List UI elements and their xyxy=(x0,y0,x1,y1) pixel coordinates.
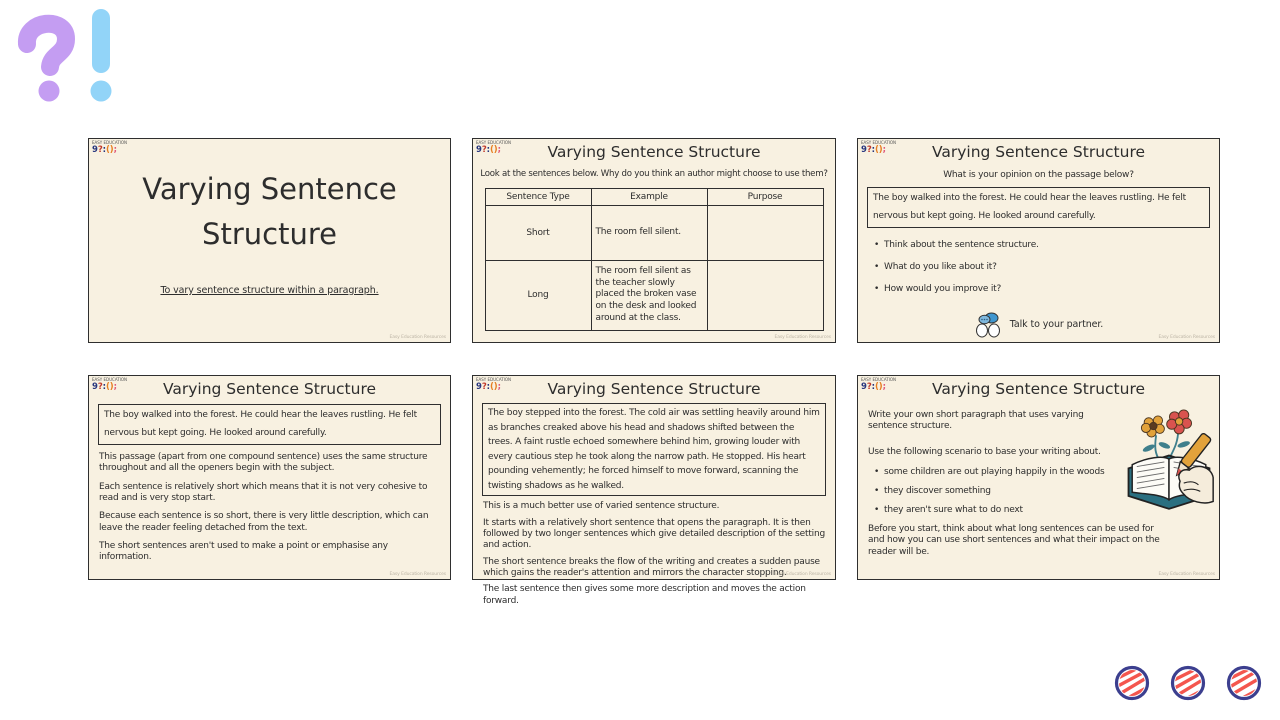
watermark: Easy Education Resources xyxy=(1158,572,1215,577)
watermark: Easy Education Resources xyxy=(389,572,446,577)
bullet-item: • they discover something xyxy=(874,486,1119,496)
table-header-row xyxy=(485,188,823,205)
prompt-text: What is your opinion on the passage below? xyxy=(943,170,1134,180)
cell-purpose xyxy=(707,205,823,260)
bullet-item: • What do you like about it? xyxy=(874,262,1219,272)
easy-education-logo xyxy=(861,141,896,155)
brand-punctuation-icon: 9?:(); xyxy=(476,145,501,155)
closing-instruction: Before you start, think about what long sentences can be used for and how you can use short sentences and what their impact on the reader will be. xyxy=(868,523,1160,557)
brand-punctuation-icon: 9?:(); xyxy=(861,382,886,392)
analysis-paragraph: This is a much better use of varied sentence structure. xyxy=(483,501,720,512)
easy-education-logo xyxy=(92,141,127,155)
analysis-paragraph: The short sentences aren't used to make a point or emphasise any information. xyxy=(99,541,388,563)
cell-type: Short xyxy=(485,205,591,260)
passage-box: The boy walked into the forest. He could hear the leaves rustling. He felt nervous but kept going. He looked around carefully. xyxy=(867,187,1210,228)
header-sentence-type: Sentence Type xyxy=(485,188,591,205)
brand-punctuation-icon: 9?:(); xyxy=(92,145,117,155)
talk-partners-icon xyxy=(974,312,1006,337)
slide-grid xyxy=(88,138,1220,606)
learning-objective: To vary sentence structure within a paragraph. xyxy=(160,284,379,296)
brand-name: EASY EDUCATION xyxy=(861,377,897,382)
brand-punctuation-icon: 9?:(); xyxy=(476,382,501,392)
slide-title: Varying Sentence Structure xyxy=(931,380,1146,398)
watermark: Easy Education Resources xyxy=(774,335,831,340)
deck-title: Varying Sentence Structure xyxy=(142,172,397,251)
slide-5-improved-passage[interactable] xyxy=(472,375,836,606)
watermark: Easy Education Resources xyxy=(1158,335,1215,340)
analysis-paragraph: The short sentence breaks the flow of the writing and creates a sudden pause which gains the reader's attention and mirrors the character stopping. xyxy=(483,556,820,579)
brand-name: EASY EDUCATION xyxy=(92,140,128,145)
question-exclamation-logo xyxy=(12,6,120,112)
slide-4-critique[interactable] xyxy=(88,375,451,580)
scenario-instruction: Use the following scenario to base your writing about. xyxy=(868,446,1101,457)
discussion-bullets xyxy=(874,240,1219,294)
question-mark-icon xyxy=(12,6,120,108)
cell-example: The room fell silent as the teacher slowly placed the broken vase on the desk and looked around at the class. xyxy=(591,260,707,330)
talk-partner-label: Talk to your partner. xyxy=(1009,319,1104,330)
brand-punctuation-icon: 9?:(); xyxy=(861,145,886,155)
bullet-item: • How would you improve it? xyxy=(874,284,1219,294)
intro-text: Look at the sentences below. Why do you think an author might choose to use them? xyxy=(480,169,828,179)
table-row xyxy=(485,205,823,260)
bullet-item: • some children are out playing happily in the woods xyxy=(874,467,1119,477)
passage-box: The boy walked into the forest. He could hear the leaves rustling. He felt nervous but kept going. He looked around carefully. xyxy=(98,404,441,445)
sentence-type-table xyxy=(485,188,824,331)
easy-education-logo xyxy=(861,378,896,392)
red-scribble-dot-icon xyxy=(1170,665,1206,701)
analysis-paragraph: This passage (apart from one compound sentence) uses the same structure throughout and all the openers begin with the subject. xyxy=(99,452,428,474)
bullet-item: • they aren't sure what to do next xyxy=(874,505,1119,515)
cell-example: The room fell silent. xyxy=(591,205,707,260)
scribble-dots xyxy=(1114,665,1262,701)
passage-box: The boy stepped into the forest. The cold air was settling heavily around him as branches creaked above his head and shadows shifted between the trees. A faint rustle echoed somewhere behind him, growing louder with every cautious step he took along the narrow path. He stopped. His heart pounding vehemently; he forced himself to move forward, scanning the twisting shadows as he walked. xyxy=(482,403,826,496)
easy-education-logo xyxy=(476,141,511,155)
talk-partner-row xyxy=(858,312,1219,337)
brand-name: EASY EDUCATION xyxy=(861,140,897,145)
slide-title: Varying Sentence Structure xyxy=(547,380,761,398)
easy-education-logo xyxy=(92,378,127,392)
table-row xyxy=(485,260,823,330)
bullet-item: • Think about the sentence structure. xyxy=(874,240,1219,250)
cell-type: Long xyxy=(485,260,591,330)
header-purpose: Purpose xyxy=(707,188,823,205)
analysis-paragraph: The last sentence then gives some more description and moves the action forward. xyxy=(483,584,806,606)
brand-name: EASY EDUCATION xyxy=(476,140,512,145)
brand-name: EASY EDUCATION xyxy=(92,377,128,382)
slide-3-opinion[interactable] xyxy=(857,138,1220,343)
red-scribble-dot-icon xyxy=(1114,665,1150,701)
slide-6-writing-task[interactable] xyxy=(857,375,1220,580)
scenario-bullets xyxy=(874,467,1119,515)
slide-2-sentence-table[interactable] xyxy=(472,138,836,343)
slide-1-title[interactable] xyxy=(88,138,451,343)
cell-purpose xyxy=(707,260,823,330)
header-example: Example xyxy=(591,188,707,205)
slide-title: Varying Sentence Structure xyxy=(162,380,377,398)
brand-name: EASY EDUCATION xyxy=(476,377,512,382)
writing-book-illustration-icon xyxy=(1123,402,1215,520)
slide-title: Varying Sentence Structure xyxy=(931,143,1146,161)
analysis-paragraph: Because each sentence is so short, there is very little description, which can leave the reader feeling detached from the text. xyxy=(99,511,429,533)
watermark: Easy Education Resources xyxy=(389,335,446,340)
task-instruction: Write your own short paragraph that uses varying sentence structure. xyxy=(868,410,1084,432)
brand-punctuation-icon: 9?:(); xyxy=(92,382,117,392)
analysis-paragraph: It starts with a relatively short sentence that opens the paragraph. It is then followed by two longer sentences which give detailed description of the setting and action. xyxy=(483,517,825,551)
analysis-paragraph: Each sentence is relatively short which means that it is not very cohesive to read and is very stop start. xyxy=(99,481,428,504)
watermark: Easy Education Resources xyxy=(774,572,831,577)
slide-title: Varying Sentence Structure xyxy=(547,143,761,161)
red-scribble-dot-icon xyxy=(1226,665,1262,701)
easy-education-logo xyxy=(476,378,511,392)
